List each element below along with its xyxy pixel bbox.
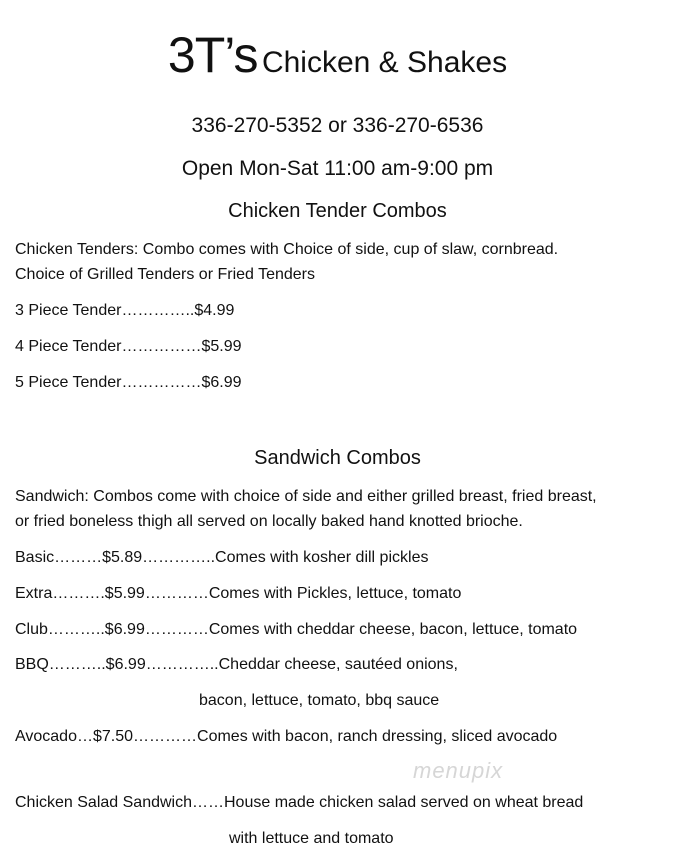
menu-item-avocado: Avocado…$7.50…………Comes with bacon, ranch dressing, sliced avocado bbox=[15, 728, 558, 745]
menu-item-bbq-continued: bacon, lettuce, tomato, bbq sauce bbox=[199, 692, 440, 709]
menu-item-3-piece-tender: 3 Piece Tender…………..$4.99 bbox=[15, 302, 235, 319]
menu-item-chicken-salad-continued: with lettuce and tomato bbox=[229, 830, 394, 847]
phone-numbers: 336-270-5352 or 336-270-6536 bbox=[191, 114, 484, 137]
sandwich-description-line1: Sandwich: Combos come with choice of side and either grilled breast, fried breast, bbox=[15, 488, 597, 505]
restaurant-title bbox=[0, 26, 675, 84]
brand-name: 3T’s bbox=[167, 27, 258, 83]
sandwich-description-line2: or fried boneless thigh all served on locally baked hand knotted brioche. bbox=[15, 513, 523, 530]
sandwich-heading: Sandwich Combos bbox=[254, 447, 421, 469]
menu-item-chicken-salad-sandwich: Chicken Salad Sandwich……House made chicken salad served on wheat bread bbox=[15, 794, 584, 811]
menu-item-bbq: BBQ………..$6.99…………..Cheddar cheese, sautéed onions, bbox=[15, 656, 458, 673]
tenders-description-line2: Choice of Grilled Tenders or Fried Tenders bbox=[15, 266, 315, 283]
menu-item-basic: Basic………$5.89…………..Comes with kosher dill pickles bbox=[15, 549, 429, 566]
brand-subtitle: Chicken & Shakes bbox=[261, 46, 508, 79]
menu-item-4-piece-tender: 4 Piece Tender……………$5.99 bbox=[15, 338, 242, 355]
opening-hours: Open Mon-Sat 11:00 am-9:00 pm bbox=[181, 157, 494, 180]
tenders-heading: Chicken Tender Combos bbox=[228, 200, 447, 222]
menu-item-extra: Extra……….$5.99…………Comes with Pickles, lettuce, tomato bbox=[15, 585, 462, 602]
tenders-description-line1: Chicken Tenders: Combo comes with Choice of side, cup of slaw, cornbread. bbox=[15, 241, 559, 258]
menu-item-5-piece-tender: 5 Piece Tender……………$6.99 bbox=[15, 374, 242, 391]
menu-item-club: Club………..$6.99…………Comes with cheddar cheese, bacon, lettuce, tomato bbox=[15, 621, 578, 638]
menupix-watermark: menupix bbox=[413, 758, 504, 783]
